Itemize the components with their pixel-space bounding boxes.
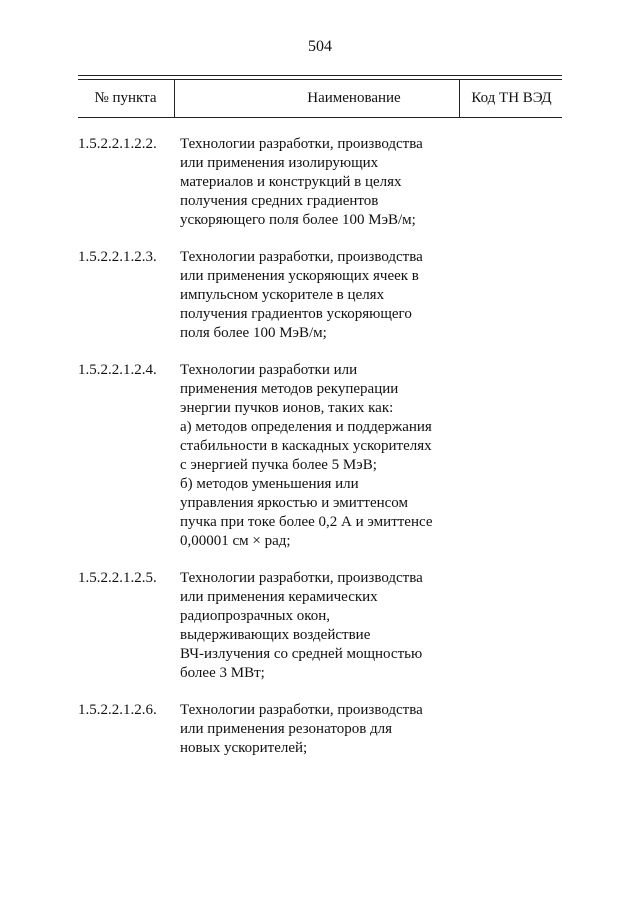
item-name-line: 0,00001 см × рад; [180, 533, 291, 549]
item-name-line: получения градиентов ускоряющего [180, 306, 412, 322]
table-row [78, 361, 562, 551]
item-number: 1.5.2.2.1.2.3. [78, 249, 157, 265]
table-row [78, 701, 562, 758]
item-name-line: импульсном ускорителе в целях [180, 287, 385, 303]
item-name-line: более 3 МВт; [180, 665, 265, 681]
item-name-line: Технологии разработки, производства [180, 702, 423, 718]
item-name-line: или применения резонаторов для [180, 721, 393, 737]
item-name-line: Технологии разработки, производства [180, 136, 423, 152]
item-number: 1.5.2.2.1.2.5. [78, 570, 157, 586]
item-number: 1.5.2.2.1.2.4. [78, 362, 157, 378]
table-header [78, 75, 562, 118]
item-name-line: Технологии разработки, производства [180, 249, 423, 265]
item-name-line: Технологии разработки или [180, 362, 358, 378]
item-name-line: или применения керамических [180, 589, 378, 605]
item-name [180, 135, 470, 230]
item-name-line: ускоряющего поля более 100 МэВ/м; [180, 212, 416, 228]
item-name-line: энергии пучков ионов, таких как: [180, 400, 394, 416]
item-name-line: пучка при токе более 0,2 А и эмиттенсе [180, 514, 433, 530]
header-item-number: № пункта [94, 90, 157, 106]
item-name-line: радиопрозрачных окон, [180, 608, 331, 624]
item-name-line: или применения изолирующих [180, 155, 379, 171]
item-name-line: б) методов уменьшения или [180, 476, 359, 492]
item-name [180, 569, 470, 683]
item-name-line: новых ускорителей; [180, 740, 308, 756]
item-number: 1.5.2.2.1.2.2. [78, 136, 157, 152]
item-name-line: материалов и конструкций в целях [180, 174, 402, 190]
item-name-line: ВЧ-излучения со средней мощностью [180, 646, 423, 662]
item-name-line: Технологии разработки, производства [180, 570, 423, 586]
item-name-line: или применения ускоряющих ячеек в [180, 268, 419, 284]
item-name-line: с энергией пучка более 5 МэВ; [180, 457, 377, 473]
item-name-line: получения средних градиентов [180, 193, 379, 209]
table-row [78, 569, 562, 683]
table-row [78, 248, 562, 343]
item-name-line: поля более 100 МэВ/м; [180, 325, 327, 341]
item-number: 1.5.2.2.1.2.6. [78, 702, 157, 718]
header-name: Наименование [307, 90, 401, 106]
table-body [78, 135, 562, 758]
item-name [180, 361, 470, 551]
item-name-line: стабильности в каскадных ускорителях [180, 438, 432, 454]
table-row [78, 135, 562, 230]
item-name [180, 248, 470, 343]
item-name-line: управления яркостью и эмиттенсом [180, 495, 408, 511]
item-name [180, 701, 470, 758]
item-name-line: а) методов определения и поддержания [180, 419, 432, 435]
header-code: Код ТН ВЭД [471, 90, 552, 106]
item-name-line: применения методов рекуперации [180, 381, 399, 397]
item-name-line: выдерживающих воздействие [180, 627, 371, 643]
page-number: 504 [308, 38, 332, 55]
